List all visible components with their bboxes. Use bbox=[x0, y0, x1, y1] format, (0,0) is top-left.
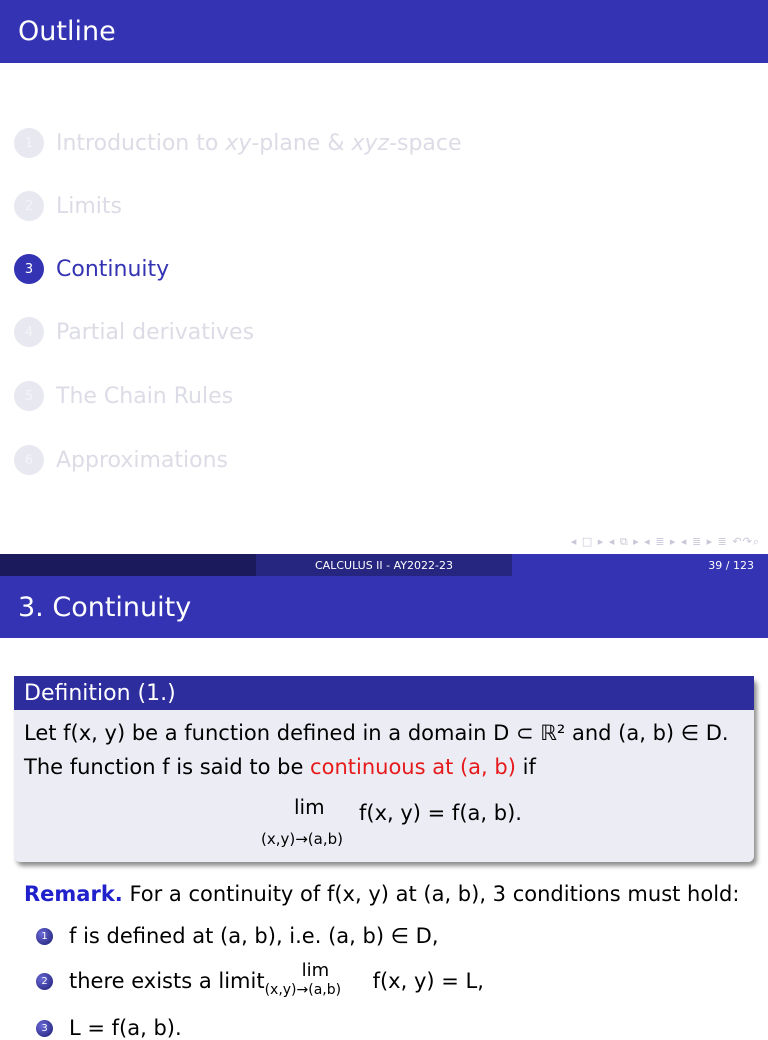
footline bbox=[0, 554, 768, 576]
highlight-text: continuous at (a, b) bbox=[310, 755, 516, 779]
remark-text: For a continuity of f(x, y) at (a, b), 3 conditions must hold: bbox=[122, 882, 740, 906]
definition-line-2: The function f is said to be continuous at (a, b) if bbox=[24, 755, 536, 779]
condition-text: there exists a limit bbox=[69, 969, 265, 993]
condition-text-post: f(x, y) = L, bbox=[372, 969, 484, 993]
toc-number: 2 bbox=[14, 191, 44, 221]
lim-subscript: (x,y)→(a,b) bbox=[264, 982, 342, 998]
lim-expression: f(x, y) = f(a, b). bbox=[359, 801, 522, 825]
inline-limit bbox=[264, 960, 373, 998]
toc-item-3[interactable] bbox=[14, 254, 169, 284]
toc-item-5[interactable] bbox=[14, 381, 233, 411]
toc-label: Introduction to xy-plane & xyz-space bbox=[56, 130, 462, 156]
condition-text: f is defined at (a, b), i.e. (a, b) ∈ D, bbox=[69, 924, 439, 948]
enum-ball: 2 bbox=[36, 973, 53, 990]
page-number: 39 / 123 bbox=[512, 554, 768, 576]
toc-number: 6 bbox=[14, 445, 44, 475]
footline-left bbox=[0, 554, 256, 576]
limit-equation bbox=[24, 784, 744, 858]
remark bbox=[24, 882, 739, 906]
toc-number: 4 bbox=[14, 317, 44, 347]
navigation-symbols[interactable]: ◂ □ ▸ ◂ ⧉ ▸ ◂ ≣ ▸ ◂ ≣ ▸ ≣ ↶↷⌕ bbox=[570, 535, 760, 548]
condition-item-1 bbox=[36, 924, 439, 948]
toc-item-2[interactable] bbox=[14, 191, 122, 221]
definition-body bbox=[14, 710, 754, 864]
toc-number: 3 bbox=[14, 254, 44, 284]
toc-label: Continuity bbox=[56, 256, 170, 282]
definition-block bbox=[14, 676, 754, 862]
toc-number: 5 bbox=[14, 381, 44, 411]
toc-number: 1 bbox=[14, 128, 44, 158]
toc-item-1[interactable] bbox=[14, 128, 462, 158]
condition-item-3 bbox=[36, 1016, 182, 1040]
condition-text: L = f(a, b). bbox=[69, 1016, 182, 1040]
toc-label: The Chain Rules bbox=[56, 383, 234, 409]
lim-subscript: (x,y)→(a,b) bbox=[261, 830, 343, 848]
frame-title: 3. Continuity bbox=[0, 576, 768, 638]
definition-title: Definition (1.) bbox=[14, 676, 754, 710]
remark-label: Remark. bbox=[24, 882, 123, 906]
definition-line-1: Let f(x, y) be a function defined in a domain D ⊂ ℝ² and (a, b) ∈ D. bbox=[24, 721, 729, 745]
footline-title: CALCULUS II - AY2022-23 bbox=[256, 554, 512, 576]
toc-label: Limits bbox=[56, 193, 122, 219]
toc-label: Approximations bbox=[56, 447, 228, 473]
lim-operator: lim bbox=[294, 795, 325, 819]
enum-ball: 1 bbox=[36, 928, 53, 945]
toc-label: Partial derivatives bbox=[56, 319, 255, 345]
enum-ball: 3 bbox=[36, 1020, 53, 1037]
continuity-slide bbox=[0, 576, 768, 1040]
lim-operator: lim bbox=[301, 960, 330, 981]
toc-item-6[interactable] bbox=[14, 445, 228, 475]
condition-item-2 bbox=[36, 960, 484, 998]
toc-item-4[interactable] bbox=[14, 317, 254, 347]
frame-title: Outline bbox=[0, 0, 768, 63]
